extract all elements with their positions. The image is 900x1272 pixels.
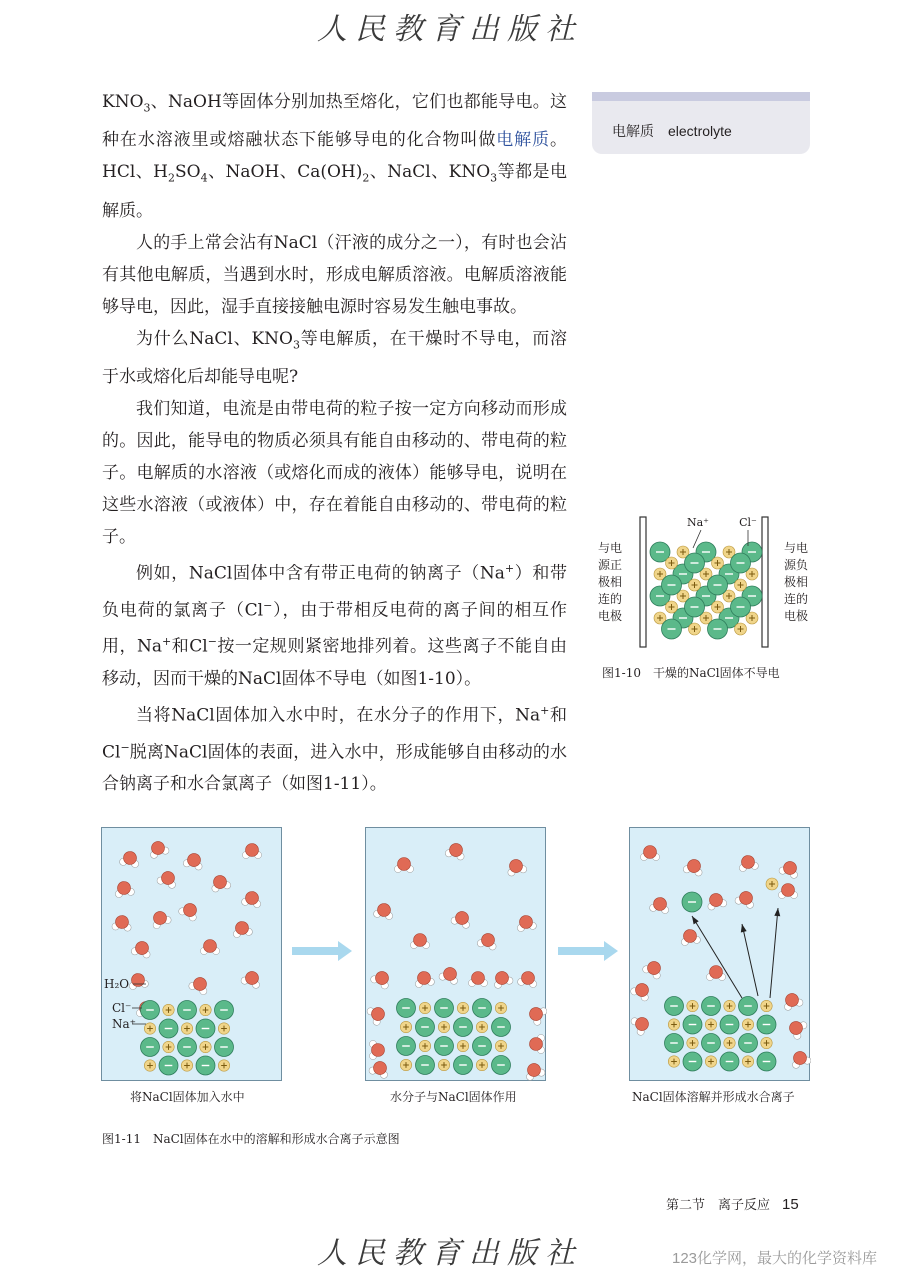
sodium-ion xyxy=(666,601,678,613)
chloride-ion xyxy=(662,575,682,595)
chloride-ion xyxy=(435,1037,454,1056)
sodium-ion xyxy=(742,1019,753,1030)
water-molecule xyxy=(737,854,759,872)
chloride-ion xyxy=(665,1034,684,1053)
left-electrode-label: 极相 xyxy=(598,575,623,589)
sodium-ion xyxy=(712,601,724,613)
chloride-ion xyxy=(720,1015,739,1034)
chloride-ion xyxy=(397,1037,416,1056)
water-molecule xyxy=(706,966,725,981)
water-molecule xyxy=(468,972,487,987)
figure-1-10-caption: 图1-10 干燥的NaCl固体不导电 xyxy=(602,666,780,680)
figure-1-10 xyxy=(598,512,810,652)
water-molecule xyxy=(366,1002,388,1026)
sodium-ion xyxy=(457,1002,468,1013)
water-molecule xyxy=(240,969,263,990)
right-electrode-label: 源负 xyxy=(784,558,809,572)
water-molecule xyxy=(112,915,132,932)
water-molecule xyxy=(113,880,135,898)
section-title: 第二节 离子反应 xyxy=(666,1198,771,1213)
chloride-ion xyxy=(196,1019,215,1038)
water-molecule xyxy=(413,970,435,988)
sodium-ion xyxy=(144,1023,155,1034)
sodium-ion xyxy=(761,1037,772,1048)
water-molecule xyxy=(781,991,804,1012)
water-molecule xyxy=(438,965,461,986)
right-electrode-label: 与电 xyxy=(784,541,809,555)
left-electrode-label: 与电 xyxy=(598,541,623,555)
sodium-ion xyxy=(735,579,747,591)
chloride-ion xyxy=(215,1001,234,1020)
water-molecule xyxy=(183,851,205,871)
watermark: 123化学网，最大的化学资料库 xyxy=(672,1250,878,1267)
water-molecule xyxy=(156,869,179,890)
chloride-ion xyxy=(662,619,682,639)
water-molecule xyxy=(477,931,499,951)
sodium-label: Na⁺ xyxy=(112,1017,136,1031)
sodium-ion xyxy=(476,1021,487,1032)
sodium-ion xyxy=(742,1056,753,1067)
water-molecule xyxy=(209,873,231,893)
chloride-ion xyxy=(731,597,751,617)
chloride-ion xyxy=(141,1001,160,1020)
sodium-ion xyxy=(705,1019,716,1030)
sodium-ion xyxy=(766,878,778,890)
water-molecule xyxy=(394,858,413,873)
sodium-ion xyxy=(476,1059,487,1070)
sodium-ion xyxy=(495,1040,506,1051)
paragraph: 当将NaCl固体加入水中时，在水分子的作用下，Na+和Cl−脱离NaCl固体的表面，进入水中，形成能够自由移动的水合钠离子和水合氯离子（如图1-11）。 xyxy=(102,704,568,795)
sodium-ion xyxy=(457,1040,468,1051)
sodium-ion xyxy=(761,1000,772,1011)
right-electrode-label: 连的 xyxy=(784,592,809,606)
sodium-ion xyxy=(144,1060,155,1071)
sodium-ion xyxy=(724,1000,735,1011)
panel-1-label: 将NaCl固体加入水中 xyxy=(130,1090,245,1104)
panel-2-label: 水分子与NaCl固体作用 xyxy=(390,1090,517,1104)
chloride-ion xyxy=(454,1018,473,1037)
water-molecule xyxy=(530,1034,545,1053)
sodium-ion xyxy=(163,1004,174,1015)
chloride-ion xyxy=(685,553,705,573)
chloride-ion xyxy=(757,1015,776,1034)
sodium-ion xyxy=(668,1056,679,1067)
sodium-ion xyxy=(687,1000,698,1011)
chloride-ion xyxy=(683,1015,702,1034)
page-number: 15 xyxy=(782,1196,799,1213)
sodium-ion xyxy=(181,1060,192,1071)
water-molecule xyxy=(368,1059,391,1080)
sodium-ion xyxy=(218,1060,229,1071)
paragraph: $KNO_3$、NaOH等固体分别加热至熔化，它们也都能导电。这种在水溶液里或熔融状态下能够导电的化合物叫做电解质。HCl、$H_2SO_4$、NaOH、$Ca(OH)_2$、NaCl、$KNO_3$等都是电解质。 xyxy=(102,92,568,221)
water-molecule xyxy=(778,859,801,880)
figure-1-10-diagram xyxy=(598,512,810,652)
chloride-ion-label: Cl⁻ xyxy=(739,516,757,529)
water-molecule xyxy=(679,928,701,946)
water-molecule xyxy=(517,970,539,988)
sodium-ion xyxy=(689,579,701,591)
water-molecule xyxy=(127,972,149,990)
chloride-ion xyxy=(397,999,416,1018)
chloride-ion xyxy=(708,575,728,595)
water-molecule xyxy=(649,896,671,914)
chloride-ion xyxy=(708,619,728,639)
right-electrode xyxy=(762,517,768,647)
water-molecule xyxy=(450,909,473,930)
chloride-ion xyxy=(720,1052,739,1071)
right-electrode-label: 极相 xyxy=(784,575,809,589)
right-electrode-label: 电极 xyxy=(784,609,809,623)
figure-1-11-caption: 图1-11 NaCl固体在水中的溶解和形成水合离子示意图 xyxy=(102,1132,400,1146)
chloride-ion xyxy=(739,997,758,1016)
chloride-ion xyxy=(702,997,721,1016)
sodium-ion xyxy=(438,1021,449,1032)
figure-1-11-panel-2 xyxy=(365,827,546,1081)
glossary-box xyxy=(592,92,810,154)
water-molecule xyxy=(778,884,797,899)
glossary-term-en: electrolyte xyxy=(668,123,732,139)
sodium-ion xyxy=(724,1037,735,1048)
paragraph: 为什么NaCl、$KNO_3$等电解质，在干燥时不导电，而溶于水或熔化后却能导电呢? xyxy=(102,328,568,388)
water-molecule xyxy=(789,1049,811,1070)
water-molecule xyxy=(515,914,537,932)
sodium-ion xyxy=(735,623,747,635)
water-molecule xyxy=(410,934,429,949)
water-molecule xyxy=(231,920,253,938)
water-molecule xyxy=(491,969,514,990)
publisher-logo-bottom: 人民教育出版社 xyxy=(317,1236,583,1271)
sodium-ion xyxy=(218,1023,229,1034)
chloride-ion xyxy=(685,597,705,617)
water-molecule xyxy=(505,857,527,877)
glossary-term-zh: 电解质 xyxy=(612,124,654,140)
water-molecule xyxy=(369,968,393,991)
water-molecule xyxy=(641,958,665,981)
water-molecule xyxy=(131,939,153,959)
water-molecule xyxy=(373,902,395,920)
left-electrode-label: 连的 xyxy=(598,592,623,606)
chloride-ion xyxy=(215,1038,234,1057)
water-molecule xyxy=(242,844,261,859)
chloride-ion xyxy=(159,1019,178,1038)
sodium-ion xyxy=(419,1002,430,1013)
paragraph: 例如，NaCl固体中含有带正电荷的钠离子（Na+）和带负电荷的氯离子（Cl−），由于带相反电荷的离子间的相互作用，Na+和Cl−按一定规则紧密地排列着。这些离子不能自由移动，因而干燥的NaCl固体不导电（如图1-10）。 xyxy=(102,562,567,690)
chloride-ion xyxy=(178,1038,197,1057)
chloride-ion xyxy=(702,1034,721,1053)
water-molecule xyxy=(526,1002,547,1026)
paragraph: 我们知道，电流是由带电荷的粒子按一定方向移动而形成的。因此，能导电的物质必须具有能自由移动的、带电荷的粒子。电解质的水溶液（或熔化而成的液体）能够导电，说明在这些水溶液（或液体）中，存在着能自由移动的、带电荷的粒子。 xyxy=(102,399,567,548)
left-electrode-label: 电极 xyxy=(598,609,623,623)
water-molecule xyxy=(200,940,219,955)
water-molecule xyxy=(241,890,263,908)
chloride-ion xyxy=(665,997,684,1016)
water-molecule xyxy=(523,1061,546,1082)
chloride-ion xyxy=(454,1056,473,1075)
sodium-ion xyxy=(666,557,678,569)
figure-1-11-panel-1 xyxy=(101,827,282,1081)
left-electrode xyxy=(640,517,646,647)
sodium-ion xyxy=(163,1041,174,1052)
page-footer xyxy=(666,1194,799,1213)
sodium-ion xyxy=(181,1023,192,1034)
water-label: H₂O xyxy=(104,977,130,991)
chloride-ion xyxy=(416,1018,435,1037)
water-molecule xyxy=(119,850,141,868)
chloride-ion xyxy=(492,1018,511,1037)
water-molecule xyxy=(369,1040,384,1059)
water-molecule xyxy=(734,889,757,910)
sodium-ion xyxy=(400,1059,411,1070)
panel-3-label: NaCl固体溶解并形成水合离子 xyxy=(632,1090,795,1104)
sodium-ion xyxy=(200,1004,211,1015)
process-arrow-2 xyxy=(558,940,620,962)
sodium-ion xyxy=(712,557,724,569)
water-molecule xyxy=(630,1012,652,1036)
sodium-ion xyxy=(400,1021,411,1032)
chloride-ion xyxy=(196,1056,215,1075)
chloride-ion xyxy=(757,1052,776,1071)
water-molecule xyxy=(640,846,659,861)
water-molecule xyxy=(683,857,705,877)
water-molecule xyxy=(705,891,727,911)
sodium-ion xyxy=(200,1041,211,1052)
chloride-ion xyxy=(492,1056,511,1075)
chloride-ion xyxy=(731,553,751,573)
body-text xyxy=(102,86,567,800)
left-electrode-label: 源正 xyxy=(598,558,623,572)
sodium-ion xyxy=(705,1056,716,1067)
publisher-logo-top: 人民教育出版社 xyxy=(317,12,583,47)
chloride-ion xyxy=(473,1037,492,1056)
chloride-label: Cl⁻ xyxy=(112,1001,132,1015)
process-arrow-1 xyxy=(292,940,354,962)
chloride-ion xyxy=(159,1056,178,1075)
water-molecule xyxy=(177,900,201,923)
water-molecule xyxy=(630,980,654,1003)
water-molecule xyxy=(147,839,170,860)
water-molecule xyxy=(149,908,173,930)
figure-1-11-panel-3 xyxy=(629,827,810,1081)
chloride-ion xyxy=(682,892,702,912)
chloride-ion xyxy=(683,1052,702,1071)
chloride-ion xyxy=(178,1001,197,1020)
chloride-ion xyxy=(416,1056,435,1075)
sodium-ion xyxy=(495,1002,506,1013)
sodium-ion xyxy=(687,1037,698,1048)
sodium-ion xyxy=(689,623,701,635)
chloride-ion xyxy=(435,999,454,1018)
sodium-ion xyxy=(668,1019,679,1030)
sodium-ion xyxy=(419,1040,430,1051)
chloride-ion xyxy=(473,999,492,1018)
chloride-ion xyxy=(141,1038,160,1057)
chloride-ion xyxy=(739,1034,758,1053)
paragraph: 人的手上常会沾有NaCl（汗液的成分之一），有时也会沾有其他电解质，当遇到水时，形成电解质溶液。电解质溶液能够导电，因此，湿手直接接触电源时容易发生触电事故。 xyxy=(102,232,567,317)
water-molecule xyxy=(445,841,467,861)
water-molecule xyxy=(786,1016,809,1040)
sodium-ion-label: Na⁺ xyxy=(687,516,709,529)
water-molecule xyxy=(188,974,212,996)
sodium-ion xyxy=(438,1059,449,1070)
